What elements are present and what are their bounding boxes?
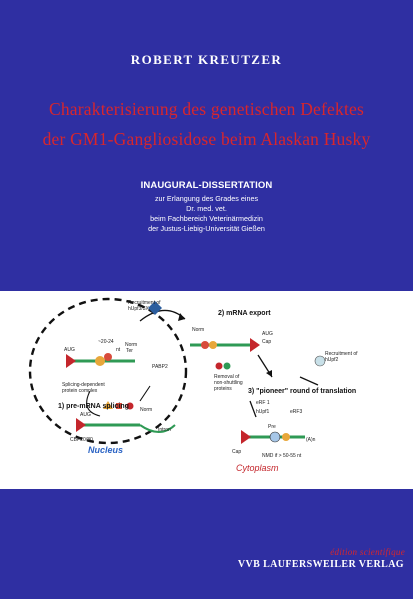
label-removal-b: non-shuttling	[214, 380, 243, 386]
dissertation-line-1: zur Erlangung des Grades eines	[154, 194, 259, 203]
protein-removed-2	[224, 363, 231, 370]
ribosome	[270, 432, 280, 442]
label-ter: Ter	[126, 348, 133, 354]
author-name: ROBERT KREUTZER	[130, 52, 283, 67]
dissertation-line-3: beim Fachbereich Veterinärmedizin	[150, 214, 263, 223]
dissertation-subtitle	[0, 194, 413, 234]
label-aug-2: AUG	[80, 412, 91, 418]
edition-label: édition scientifique	[330, 547, 405, 557]
nmd-diagram	[0, 291, 413, 489]
label-norm-export: Norm	[192, 327, 205, 333]
label-cbp: CBP20/80	[70, 437, 93, 443]
label-removal-c: proteins	[214, 386, 232, 392]
label-nt-range: ~20-24	[98, 339, 114, 345]
protein-removed-1	[216, 363, 223, 370]
protein-complex-1	[95, 356, 105, 366]
label-nt: nt	[116, 347, 121, 353]
arrow-upf2	[300, 377, 318, 385]
label-recruitment-top-b: hUpf3/3X	[128, 306, 149, 312]
label-step-1: 1) pre-mRNA splicing	[58, 403, 129, 410]
label-recruitment-right-b: hUpf2	[325, 357, 339, 363]
label-hupf1: hUpf1	[256, 409, 270, 415]
dissertation-line-2: Dr. med. vet.	[186, 204, 227, 213]
dissertation-line-4: der Justus-Liebig-Universität Gießen	[148, 224, 265, 233]
protein-complex-2	[104, 353, 112, 361]
label-cap-cyto: Cap	[232, 449, 242, 455]
cap-2	[76, 418, 86, 432]
label-cap-export: Cap	[262, 339, 272, 345]
label-norm-2: Norm	[140, 407, 153, 413]
protein-export-1	[201, 341, 209, 349]
label-erf3: eRF3	[290, 409, 303, 415]
label-norm: Norm	[125, 342, 138, 348]
label-step-2: 2) mRNA export	[218, 310, 271, 317]
label-pab2: PABP2	[152, 364, 168, 370]
label-nucleus: Nucleus	[88, 445, 124, 455]
arrow-up	[140, 386, 150, 401]
label-splicing-complex: Splicing-dependent	[62, 382, 105, 388]
label-nmd: NMD if > 50-55 nt	[262, 453, 302, 459]
protein-cytoplasm	[282, 433, 290, 441]
cap-3	[250, 338, 260, 352]
label-recruitment-top: Recruitment of	[128, 300, 161, 306]
label-aug-1: AUG	[64, 347, 75, 353]
cap-4	[241, 430, 251, 444]
book-title	[10, 94, 403, 154]
label-removal: Removal of	[214, 374, 240, 380]
protein-export-2	[209, 341, 217, 349]
cover-figure	[0, 291, 413, 489]
dissertation-heading: INAUGURAL-DISSERTATION	[140, 180, 273, 191]
arrow-translation-head	[266, 370, 272, 377]
publisher-name: VVB LAUFERSWEILER VERLAG	[237, 559, 404, 570]
title-line-2: der GM1-Gangliosidose beim Alaskan Husky	[42, 129, 371, 149]
nucleus-membrane	[30, 299, 186, 443]
label-recruitment-right: Recruitment of	[325, 351, 358, 357]
hupf2-protein	[315, 356, 325, 366]
label-splicing-complex-b: protein complex	[62, 388, 98, 394]
label-cytoplasm: Cytoplasm	[236, 463, 279, 473]
label-pre: Pre	[268, 424, 276, 430]
title-line-1: Charakterisierung des genetischen Defektes	[48, 99, 365, 119]
cap-1	[66, 354, 76, 368]
label-an: (A)n	[306, 437, 316, 443]
label-erf1: eRF 1	[256, 400, 270, 406]
label-intron: Intron	[158, 427, 171, 433]
label-step-3: 3) "pioneer" round of translation	[248, 388, 357, 395]
label-aug-export: AUG	[262, 331, 273, 337]
